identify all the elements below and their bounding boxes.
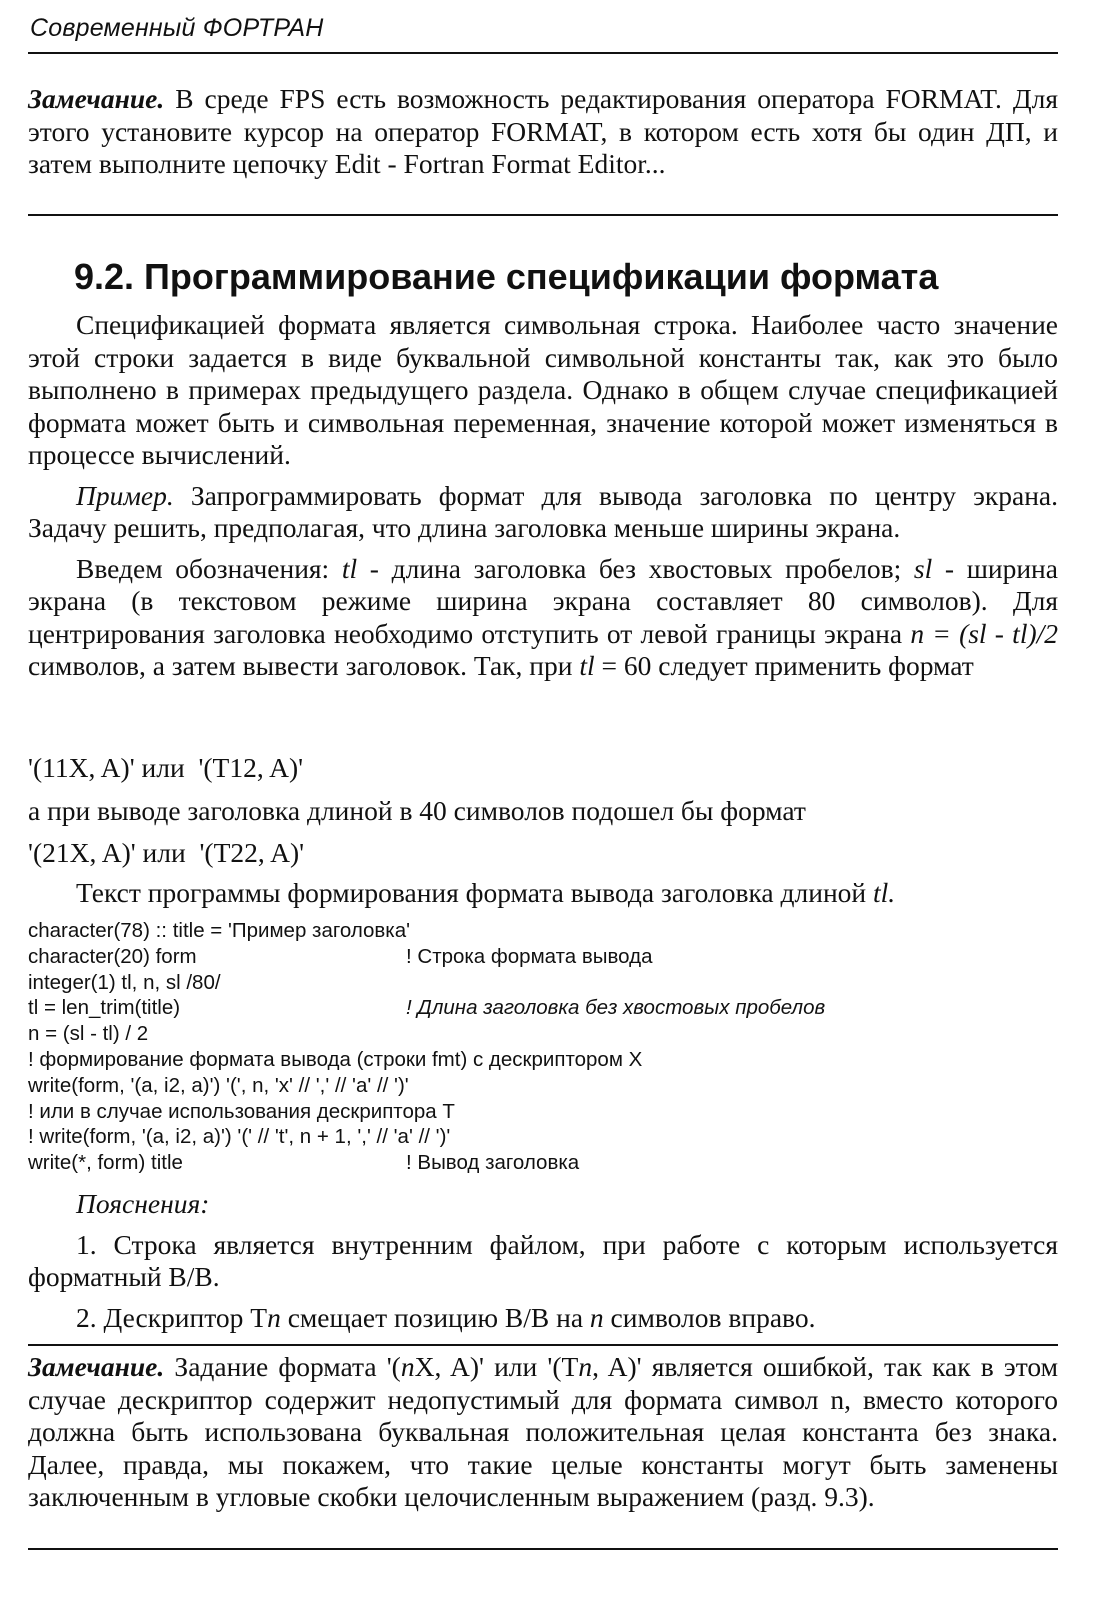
code-line: ! формирование формата вывода (строки fmt) с дескриптором X	[28, 1047, 643, 1071]
format-example-1: '(11X, A)' или '(T12, A)'	[28, 752, 304, 783]
code-line: tl = len_trim(title) ! Длина заголовка без хвостовых пробелов	[28, 996, 826, 1020]
note-top-lead: Замечание.	[28, 83, 165, 114]
code-line: ! или в случае использования дескриптора T	[28, 1099, 455, 1123]
code-listing	[28, 918, 1058, 1176]
note-bottom-lead: Замечание.	[28, 1351, 165, 1382]
code-comment: ! Вывод заголовка	[406, 1151, 580, 1175]
code-line: character(20) form ! Строка формата вывода	[28, 944, 653, 968]
header-rule	[28, 52, 1058, 54]
explanation-item-2: 2. Дескриптор Tn смещает позицию В/В на n символов вправо.	[76, 1301, 816, 1333]
book-page	[28, 0, 1058, 1600]
note-bottom-top-rule	[28, 1344, 1058, 1346]
code-line: character(78) :: title = 'Пример заголовка'	[28, 919, 411, 942]
paragraph-program-intro: Текст программы формирования формата вывода заголовка длиной tl.	[76, 877, 896, 908]
paragraph-definition: Спецификацией формата является символьная строка. Наиболее часто значение этой строки задается в виде буквальной символьной константы так, как это было выполнено в примерах предыдущего раздела. Однако в общем случае спецификацией формата может быть и символьная переменная, значение которой может изменяться в процессе вычислений.	[28, 309, 1058, 470]
paragraph-40-chars: а при выводе заголовка длиной в 40 символов подошел бы формат	[28, 795, 806, 826]
explanations	[28, 1188, 1058, 1334]
note-bottom-rule	[28, 1548, 1058, 1550]
explanations-title: Пояснения:	[76, 1188, 210, 1219]
code-line: integer(1) tl, n, sl /80/	[28, 970, 221, 994]
format-example-2: '(21X, A)' или '(T22, A)'	[28, 837, 305, 868]
code-comment: ! Длина заголовка без хвостовых пробелов	[406, 996, 826, 1020]
code-line: ! write(form, '(a, i2, a)') '(' // 't', n + 1, ',' // 'a' // ')'	[28, 1125, 451, 1149]
note-bottom	[28, 1351, 1058, 1514]
note-bottom-text: Замечание. Задание формата '(nX, A)' или '(Tn, A)' является ошибкой, так как в этом случае дескриптор содержит недопустимый для формата символ n, вместо которого должна быть использована буквальная положительная целая константа без знака. Далее, правда, мы покажем, что такие целые константы могут быть заменены заключенным в угловые скобки целочисленным выражением (разд. 9.3).	[28, 1351, 1058, 1512]
explanation-item-1: 1. Строка является внутренним файлом, при работе с которым используется форматный В/В.	[28, 1228, 1058, 1292]
paragraph-example: Пример. Запрограммировать формат для вывода заголовка по центру экрана. Задачу решить, предполагая, что длина заголовка меньше ширины экрана.	[28, 479, 1058, 543]
code-line: write(*, form) title ! Вывод заголовка	[28, 1151, 580, 1175]
running-head: Современный ФОРТРАН	[30, 14, 324, 42]
note-top	[28, 83, 1058, 181]
code-comment: ! Строка формата вывода	[406, 944, 653, 968]
section-heading: 9.2. Программирование спецификации формата	[74, 256, 939, 297]
note-top-text: Замечание. В среде FPS есть возможность редактирования оператора FORMAT. Для этого установите курсор на оператор FORMAT, в котором есть хотя бы один ДП, и затем выполните цепочку Edit - Fortran Format Editor...	[28, 83, 1058, 179]
paragraph-notation: Введем обозначения: tl - длина заголовка без хвостовых пробелов; sl - ширина экрана (в текстовом режиме ширина экрана составляет 80 символов). Для центрирования заголовка необходимо отступить от левой границы экрана n = (sl - tl)/2 символов, а затем вывести заголовок. Так, при tl = 60 следует применить формат	[28, 552, 1059, 681]
intro-paragraphs	[28, 309, 1058, 683]
code-line: n = (sl - tl) / 2	[28, 1022, 149, 1046]
note-top-rule	[28, 214, 1058, 216]
code-line: write(form, '(a, i2, a)') '(', n, 'x' // ',' // 'a' // ')'	[28, 1073, 409, 1097]
